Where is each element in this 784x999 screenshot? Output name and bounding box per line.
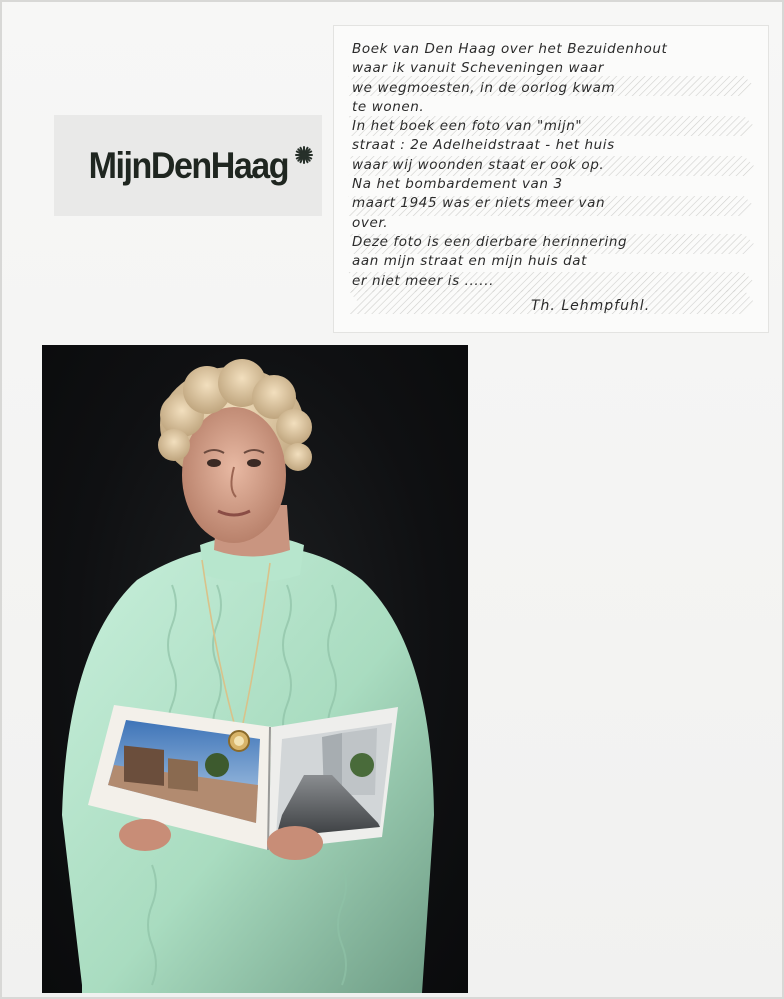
note-line: In het boek een foto van "mijn" — [352, 118, 583, 135]
note-line: te wonen. — [352, 98, 425, 115]
note-line: er niet meer is ...... — [352, 272, 494, 289]
logo-text: MijnDenHaag — [88, 144, 288, 186]
note-line: aan mijn straat en mijn huis dat — [352, 253, 588, 270]
note-line: maart 1945 was er niets meer van — [352, 195, 606, 212]
note-line: Deze foto is een dierbare herinnering — [352, 233, 628, 250]
portrait-illustration — [42, 345, 468, 993]
mijndenhaag-logo-card — [54, 115, 322, 216]
note-line: waar wij woonden staat er ook op. — [352, 156, 605, 173]
signature: Th. Lehmpfuhl. — [531, 298, 651, 314]
note-line: over. — [352, 214, 389, 231]
note-line: waar ik vanuit Scheveningen waar — [352, 60, 605, 77]
portrait-photo — [42, 345, 468, 993]
note-body — [352, 40, 762, 291]
note-line: we wegmoesten, in de oorlog kwam — [352, 79, 616, 96]
note-line: straat : 2e Adelheidstraat - het huis — [352, 137, 615, 154]
note-line: Boek van Den Haag over het Bezuidenhout — [352, 41, 668, 57]
note-line: Na het bombardement van 3 — [352, 176, 563, 193]
handwritten-note — [334, 26, 768, 332]
sunburst-icon — [294, 145, 314, 165]
